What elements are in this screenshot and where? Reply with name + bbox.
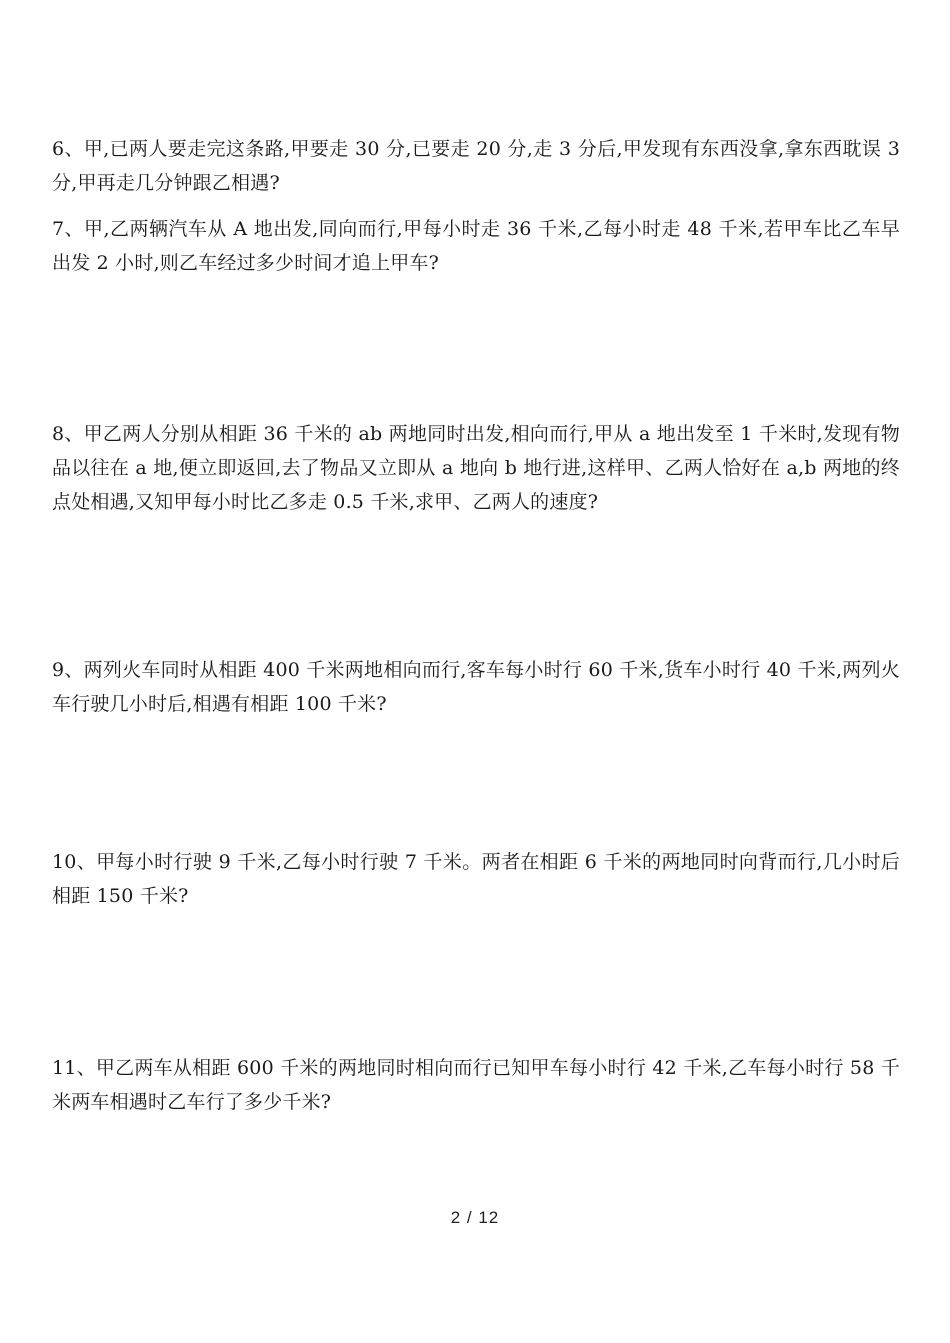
page-number: 2 / 12 [450, 1208, 500, 1227]
problem-7: 7、甲,乙两辆汽车从 A 地出发,同向而行,甲每小时走 36 千米,乙每小时走 48 千米,若甲车比乙车早出发 2 小时,则乙车经过多少时间才追上甲车? [52, 218, 900, 274]
problem-11: 11、甲乙两车从相距 600 千米的两地同时相向而行已知甲车每小时行 42 千米,乙车每小时行 58 千米两车相遇时乙车行了多少千米? [52, 1057, 900, 1113]
problem-10: 10、甲每小时行驶 9 千米,乙每小时行驶 7 千米。两者在相距 6 千米的两地同时向背而行,几小时后相距 150 千米? [52, 851, 900, 907]
problem-9: 9、两列火车同时从相距 400 千米两地相向而行,客车每小时行 60 千米,货车小时行 40 千米,两列火车行驶几小时后,相遇有相距 100 千米? [52, 659, 900, 715]
problem-6: 6、甲,已两人要走完这条路,甲要走 30 分,已要走 20 分,走 3 分后,甲发现有东西没拿,拿东西耽误 3 分,甲再走几分钟跟乙相遇? [52, 138, 900, 194]
problem-8: 8、甲乙两人分别从相距 36 千米的 ab 两地同时出发,相向而行,甲从 a 地出发至 1 千米时,发现有物品以往在 a 地,便立即返回,去了物品又立即从 a 地向 b 地行进,这样甲、乙两人恰好在 a,b 两地的终点处相遇,又知甲每小时比乙多走 0.5 千米,求甲、乙两人的速度? [52, 423, 900, 513]
